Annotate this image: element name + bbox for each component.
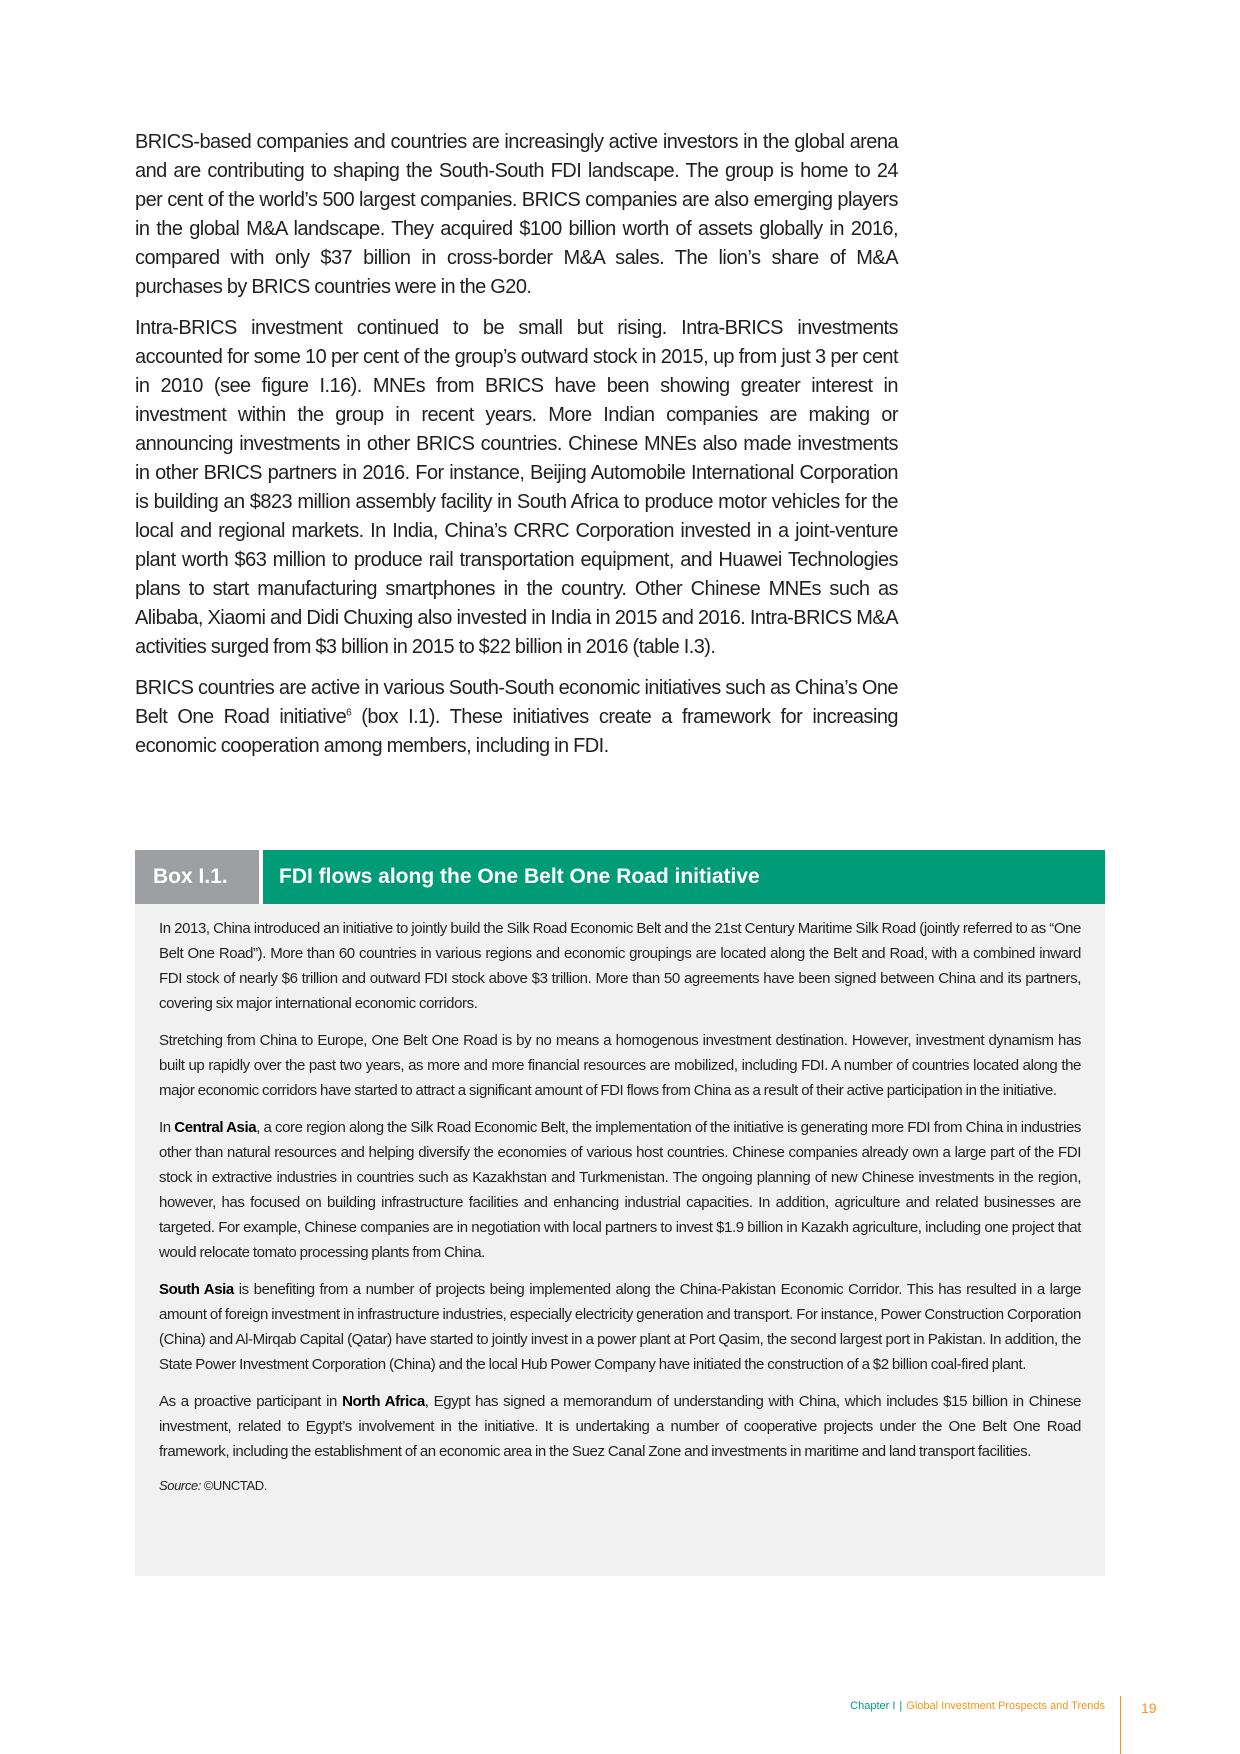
- main-text: [135, 128, 898, 773]
- footer-chapter: Chapter I: [850, 1700, 896, 1712]
- footer-separator: |: [899, 1700, 903, 1712]
- paragraph: Intra-BRICS investment continued to be small but rising. Intra-BRICS investments accounted for some 10 per cent of the group’s outward stock in 2015, up from just 3 per cent in 2010 (see figure I.16). MNEs from BRICS have been showing greater interest in investment within the group in recent years. More Indian companies are making or announcing investments in other BRICS countries. Chinese MNEs also made investments in other BRICS partners in 2016. For instance, Beijing Automobile International Corporation is building an $823 million assembly facility in South Africa to produce motor vehicles for the local and regional markets. In India, China’s CRRC Corporation invested in a joint-venture plant worth $63 million to produce rail transportation equipment, and Huawei Technologies plans to start manufacturing smartphones in the country. Other Chinese MNEs such as Alibaba, Xiaomi and Didi Chuxing also invested in India in 2015 and 2016. Intra-BRICS M&A activities surged from $3 billion in 2015 to $22 billion in 2016 (table I.3).: [135, 317, 898, 658]
- paragraph: BRICS countries are active in various South-South economic initiatives such as China’s One Belt One Road initiative$^6$ (box I.1). These initiatives create a framework for increasing economic cooperation among members, including in FDI.: [135, 677, 898, 757]
- box-paragraph: In 2013, China introduced an initiative to jointly build the Silk Road Economic Belt and the 21st Century Maritime Silk Road (jointly referred to as “One Belt One Road”). More than 60 countries in various regions and economic groupings are located along the Belt and Road, with a combined inward FDI stock of nearly $6 trillion and outward FDI stock above $3 trillion. More than 50 agreements have been signed between China and its partners, covering six major international economic corridors.: [159, 920, 1081, 1012]
- page-number: 19: [1141, 1700, 1157, 1716]
- box-body: [135, 904, 1105, 1576]
- footer-divider: [1120, 1696, 1121, 1754]
- region-south-asia: South Asia: [159, 1281, 234, 1298]
- region-north-africa: North Africa: [342, 1393, 425, 1410]
- box-label: Box I.1.: [135, 850, 259, 904]
- footnote-marker: 6: [346, 707, 352, 719]
- box-title: FDI flows along the One Belt One Road initiative: [263, 850, 1105, 904]
- box-paragraph: South Asia is benefiting from a number of projects being implemented along the China-Pakistan Economic Corridor. This has resulted in a large amount of foreign investment in infrastructure industries, especially electricity generation and transport. For instance, Power Construction Corporation (China) and Al-Mirqab Capital (Qatar) have started to jointly invest in a power plant at Port Qasim, the second largest port in Pakistan. In addition, the State Power Investment Corporation (China) and the local Hub Power Company have initiated the construction of a $2 billion coal-fired plant.: [159, 1281, 1081, 1373]
- box-paragraph: In Central Asia, a core region along the Silk Road Economic Belt, the implementation of the initiative is generating more FDI from China in industries other than natural resources and helping diversify the economies of various host countries. Chinese companies already own a large part of the FDI stock in extractive industries in countries such as Kazakhstan and Turkmenistan. The ongoing planning of new Chinese investments in the region, however, has focused on building infrastructure facilities and enhancing industrial capacities. In addition, agriculture and related businesses are targeted. For example, Chinese companies are in negotiation with local partners to invest $1.9 billion in Kazakh agriculture, including one project that would relocate tomato processing plants from China.: [159, 1119, 1081, 1261]
- box-source: Source: ©UNCTAD.: [159, 1478, 267, 1493]
- box-paragraph: As a proactive participant in North Africa, Egypt has signed a memorandum of understanding with China, which includes $15 billion in Chinese investment, related to Egypt’s involvement in the initiative. It is undertaking a number of cooperative projects under the One Belt One Road framework, including the establishment of an economic area in the Suez Canal Zone and investments in maritime and land transport facilities.: [159, 1393, 1081, 1460]
- paragraph: BRICS-based companies and countries are increasingly active investors in the global arena and are contributing to shaping the South-South FDI landscape. The group is home to 24 per cent of the world’s 500 largest companies. BRICS companies are also emerging players in the global M&A landscape. They acquired $100 billion worth of assets globally in 2016, compared with only $37 billion in cross-border M&A sales. The lion’s share of M&A purchases by BRICS countries were in the G20.: [135, 131, 898, 298]
- box-header: [135, 850, 1105, 904]
- region-central-asia: Central Asia: [174, 1119, 257, 1136]
- box-i1: [135, 850, 1105, 1576]
- box-paragraph: Stretching from China to Europe, One Belt One Road is by no means a homogenous investment destination. However, investment dynamism has built up rapidly over the past two years, as more and more financial resources are mobilized, including FDI. A number of countries located along the major economic corridors have started to attract a significant amount of FDI flows from China as a result of their active participation in the initiative.: [159, 1032, 1081, 1099]
- footer-chapter-title: Global Investment Prospects and Trends: [906, 1700, 1105, 1712]
- page-footer: [850, 1700, 1105, 1712]
